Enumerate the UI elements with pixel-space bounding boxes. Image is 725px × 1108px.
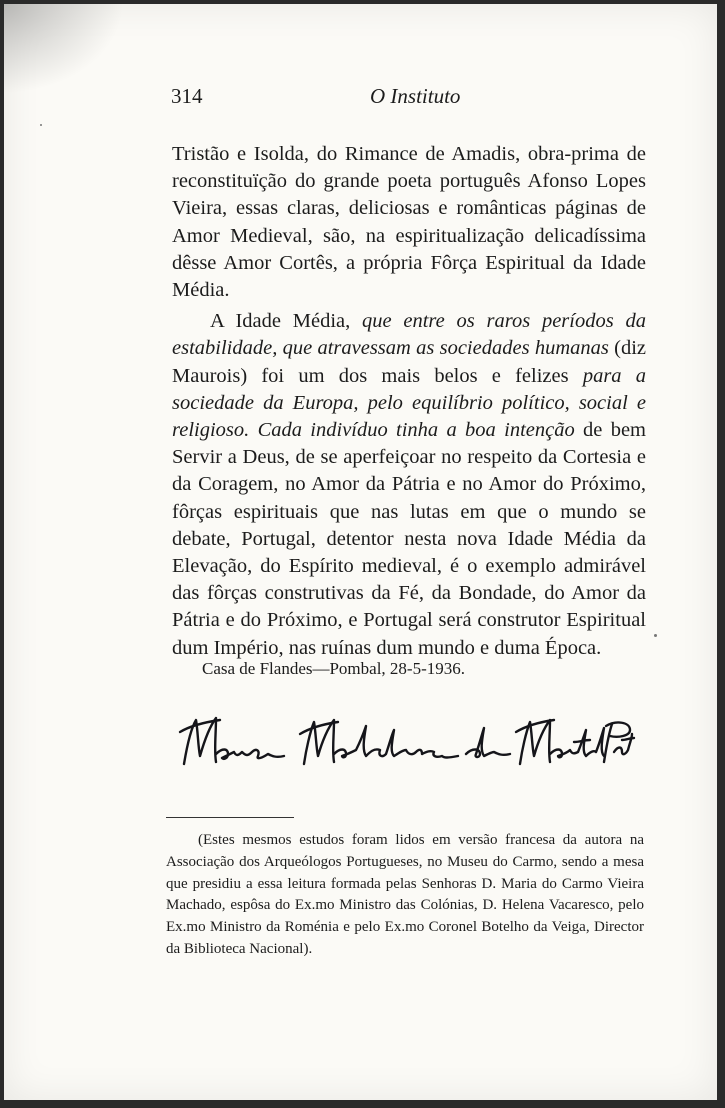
- scan-speck: [654, 634, 657, 637]
- scan-smudge: [4, 4, 124, 94]
- body-text: [172, 141, 646, 662]
- paragraph-2-part-3: de bem Servir a Deus, de se aperfeiçoar no respeito da Cortesia e da Coragem, no Amor da Pátria e no Amor do Próximo, fôrças espirituais que nas lutas em que o mundo se debate, Portugal, detentor nesta nova Idade Média da Elevação, do Espírito medieval, é o exemplo admirável das fôrças construtivas da Fé, da Bondade, do Amor da Pátria e do Próximo, e Portugal será construtor Espiritual dum Império, nas ruínas dum mundo e duma Época.: [172, 419, 646, 659]
- paragraph-2-quote-2: para a sociedade da Europa, pelo equilíbrio político, social e religioso. Cada indivíduo tinha a boa intenção: [172, 364, 646, 442]
- place-date-line: Casa de Flandes—Pombal, 28-5-1936.: [202, 659, 465, 678]
- paragraph-2: [172, 308, 646, 662]
- footnote-text: (Estes mesmos estudos foram lidos em versão francesa da autora na Associação dos Arqueólogos Portugueses, no Museu do Carmo, sendo a mesa que presidiu a essa leitura formada pelas Senhoras D. Maria do Carmo Vieira Machado, espôsa do Ex.mo Ministro das Colónias, D. Helena Vacaresco, pelo Ex.mo Ministro da Roménia e pelo Ex.mo Coronel Botelho da Veiga, Director da Biblioteca Nacional).: [166, 832, 644, 957]
- footnote: [166, 830, 644, 961]
- paragraph-1: Tristão e Isolda, do Rimance de Amadis, obra-prima de reconstituïção do grande poeta português Afonso Lopes Vieira, essas claras, deliciosas e românticas páginas de Amor Medieval, são, na espiritualização delicadíssima dêsse Amor Cortês, a própria Fôrça Espiritual da Idade Média.: [172, 143, 646, 302]
- footnote-rule: [166, 817, 294, 818]
- paragraph-2-quote-1: que entre os raros períodos da estabilidade, que atravessam as sociedades humanas: [172, 310, 646, 360]
- page-number: 314: [171, 84, 203, 108]
- scan-speck: [40, 124, 42, 126]
- page-header: [4, 84, 717, 114]
- handwritten-signature: [176, 712, 636, 782]
- paragraph-2-part-1: A Idade Média,: [210, 310, 363, 333]
- book-page: [4, 4, 717, 1100]
- running-title: O Instituto: [370, 84, 461, 108]
- paragraph-2-part-2: (diz Maurois) foi um dos mais belos e felizes: [172, 337, 646, 387]
